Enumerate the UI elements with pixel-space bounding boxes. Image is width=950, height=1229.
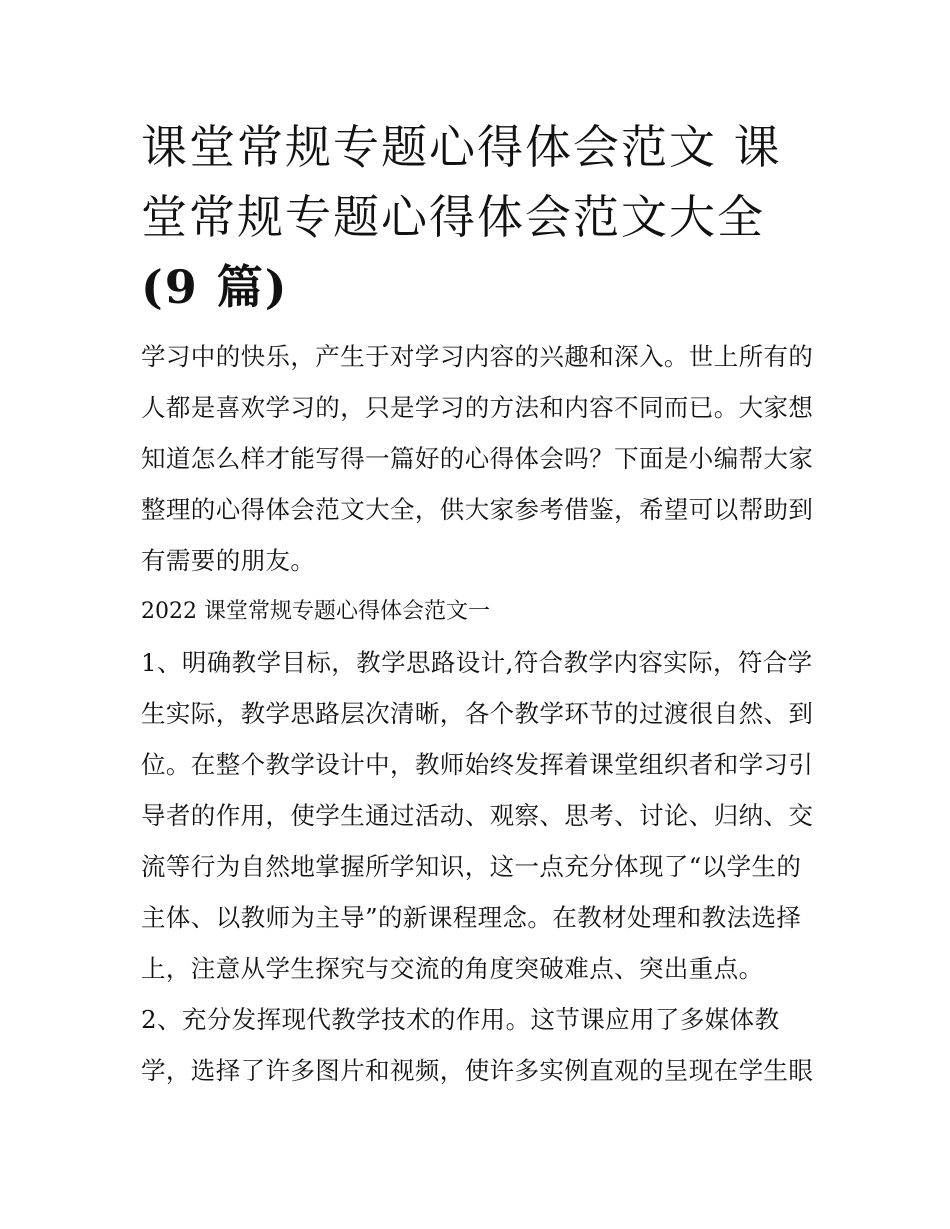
intro-line: 有需要的朋友。 <box>141 546 316 575</box>
point-1-line: 流等行为自然地掌握所学知识，这一点充分体现了“以学生的 <box>141 852 802 881</box>
intro-line: 知道怎么样才能写得一篇好的心得体会吗？下面是小编帮大家 <box>141 444 814 473</box>
intro-paragraph <box>141 331 813 586</box>
section-heading: 2022 课堂常规专题心得体会范文一 <box>141 599 490 624</box>
intro-line: 人都是喜欢学习的，只是学习的方法和内容不同而已。大家想 <box>141 393 814 422</box>
intro-line: 整理的心得体会范文大全，供大家参考借鉴，希望可以帮助到 <box>141 495 814 524</box>
point-2-line: 学，选择了许多图片和视频，使许多实例直观的呈现在学生眼 <box>141 1056 814 1085</box>
intro-line: 学习中的快乐，产生于对学习内容的兴趣和深入。世上所有的 <box>141 342 814 371</box>
point-1-line: 主体、以教师为主导”的新课程理念。在教材处理和教法选择 <box>141 903 802 932</box>
point-1-paragraph <box>141 637 813 994</box>
title-line-1: 课堂常规专题心得体会范文 课 <box>141 120 782 174</box>
point-2-line: 2、充分发挥现代教学技术的作用。这节课应用了多媒体教 <box>141 1005 780 1034</box>
point-1-line: 上，注意从学生探究与交流的角度突破难点、突出重点。 <box>141 954 764 983</box>
point-1-line: 导者的作用，使学生通过活动、观察、思考、讨论、归纳、交 <box>141 801 814 830</box>
title-line-3: (9 篇) <box>141 260 289 314</box>
point-1-line: 生实际，教学思路层次清晰，各个教学环节的过渡很自然、到 <box>141 699 814 728</box>
point-1-line: 位。在整个教学设计中，教师始终发挥着课堂组织者和学习引 <box>141 750 814 779</box>
title-line-2: 堂常规专题心得体会范文大全 <box>141 190 765 244</box>
document-page <box>141 112 813 1096</box>
document-title <box>141 112 813 322</box>
point-2-paragraph <box>141 994 813 1096</box>
point-1-line: 1、明确教学目标，教学思路设计,符合教学内容实际，符合学 <box>141 648 813 677</box>
